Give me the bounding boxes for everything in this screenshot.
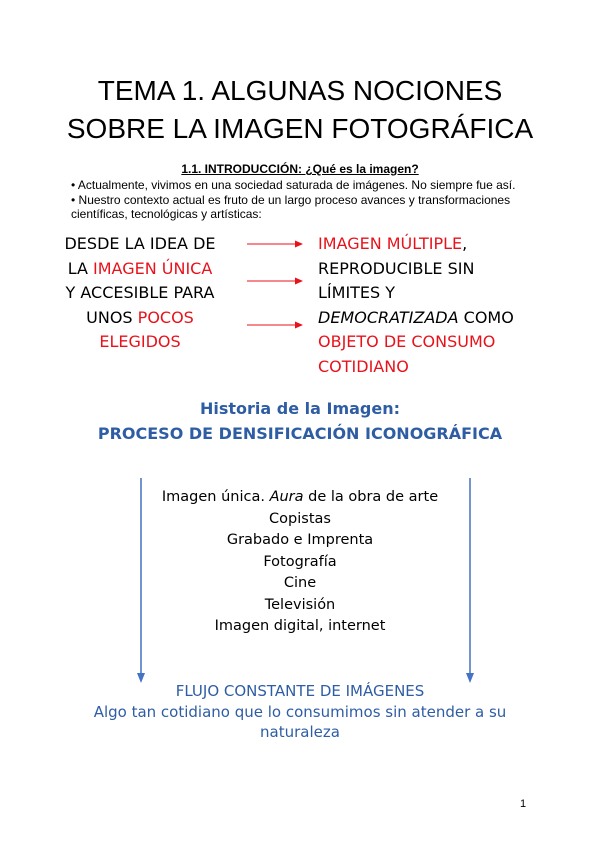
bullet-2: • Nuestro contexto actual es fruto de un largo proceso avances y transformaciones científicas, tecnológicas y artísticas: xyxy=(71,193,511,221)
timeline-item: Cine xyxy=(283,575,317,591)
left-line-4 xyxy=(40,306,240,331)
left-concept-block xyxy=(40,232,240,355)
left-line-3: Y ACCESIBLE PARA xyxy=(65,283,215,302)
timeline-item: Fotografía xyxy=(263,553,337,570)
right-concept-block xyxy=(318,232,568,379)
timeline-item xyxy=(0,487,600,509)
right-line-1-text: , xyxy=(462,234,468,253)
left-line-4-text: UNOS xyxy=(86,307,138,327)
history-subtitle: PROCESO DE DENSIFICACIÓN ICONOGRÁFICA xyxy=(97,424,503,443)
timeline-item-text: de la obra de arte xyxy=(303,489,439,505)
page-title xyxy=(0,72,600,148)
left-line-1: DESDE LA IDEA DE xyxy=(64,234,216,253)
right-line-4-text: COMO xyxy=(458,307,514,327)
left-line-2-highlight: IMAGEN ÚNICA xyxy=(93,258,213,278)
title-line-2: SOBRE LA IMAGEN FOTOGRÁFICA xyxy=(66,113,534,144)
title-line-1: TEMA 1. ALGUNAS NOCIONES xyxy=(97,75,503,106)
right-line-6: COTIDIANO xyxy=(318,356,409,376)
timeline-item-italic: Aura xyxy=(269,489,304,505)
arrow-right-icon xyxy=(247,239,303,249)
timeline-list xyxy=(0,487,600,638)
right-line-1 xyxy=(318,232,568,257)
timeline-item: Televisión xyxy=(264,596,336,613)
right-line-3: LÍMITES Y xyxy=(318,283,396,302)
timeline-item: Grabado e Imprenta xyxy=(226,532,374,548)
arrow-right-icon xyxy=(247,320,303,330)
right-line-5: OBJETO DE CONSUMO xyxy=(318,332,496,351)
left-line-2 xyxy=(40,257,240,282)
right-line-4 xyxy=(318,306,568,331)
page-number: 1 xyxy=(520,798,527,810)
timeline-item: Copistas xyxy=(269,510,331,527)
history-title: Historia de la Imagen: xyxy=(199,399,401,418)
timeline-item-text: Imagen única. xyxy=(161,489,270,505)
right-line-2: REPRODUCIBLE SIN xyxy=(318,258,475,278)
flow-text: Algo tan cotidiano que lo consumimos sin atender a su naturaleza xyxy=(93,703,507,741)
arrow-right-icon xyxy=(247,276,303,286)
section-heading: 1.1. INTRODUCCIÓN: ¿Qué es la imagen? xyxy=(181,162,419,176)
left-line-2-text: LA xyxy=(67,258,94,278)
flow-title: FLUJO CONSTANTE DE IMÁGENES xyxy=(175,682,425,700)
left-line-4-highlight: POCOS xyxy=(137,307,194,327)
timeline-item: Imagen digital, internet xyxy=(214,618,386,634)
left-line-5: ELEGIDOS xyxy=(99,332,181,351)
right-line-4-italic: DEMOCRATIZADA xyxy=(318,307,459,327)
right-line-1-highlight: IMAGEN MÚLTIPLE xyxy=(318,234,463,253)
bullet-1: • Actualmente, vivimos en una sociedad saturada de imágenes. No siempre fue así. xyxy=(71,178,516,192)
